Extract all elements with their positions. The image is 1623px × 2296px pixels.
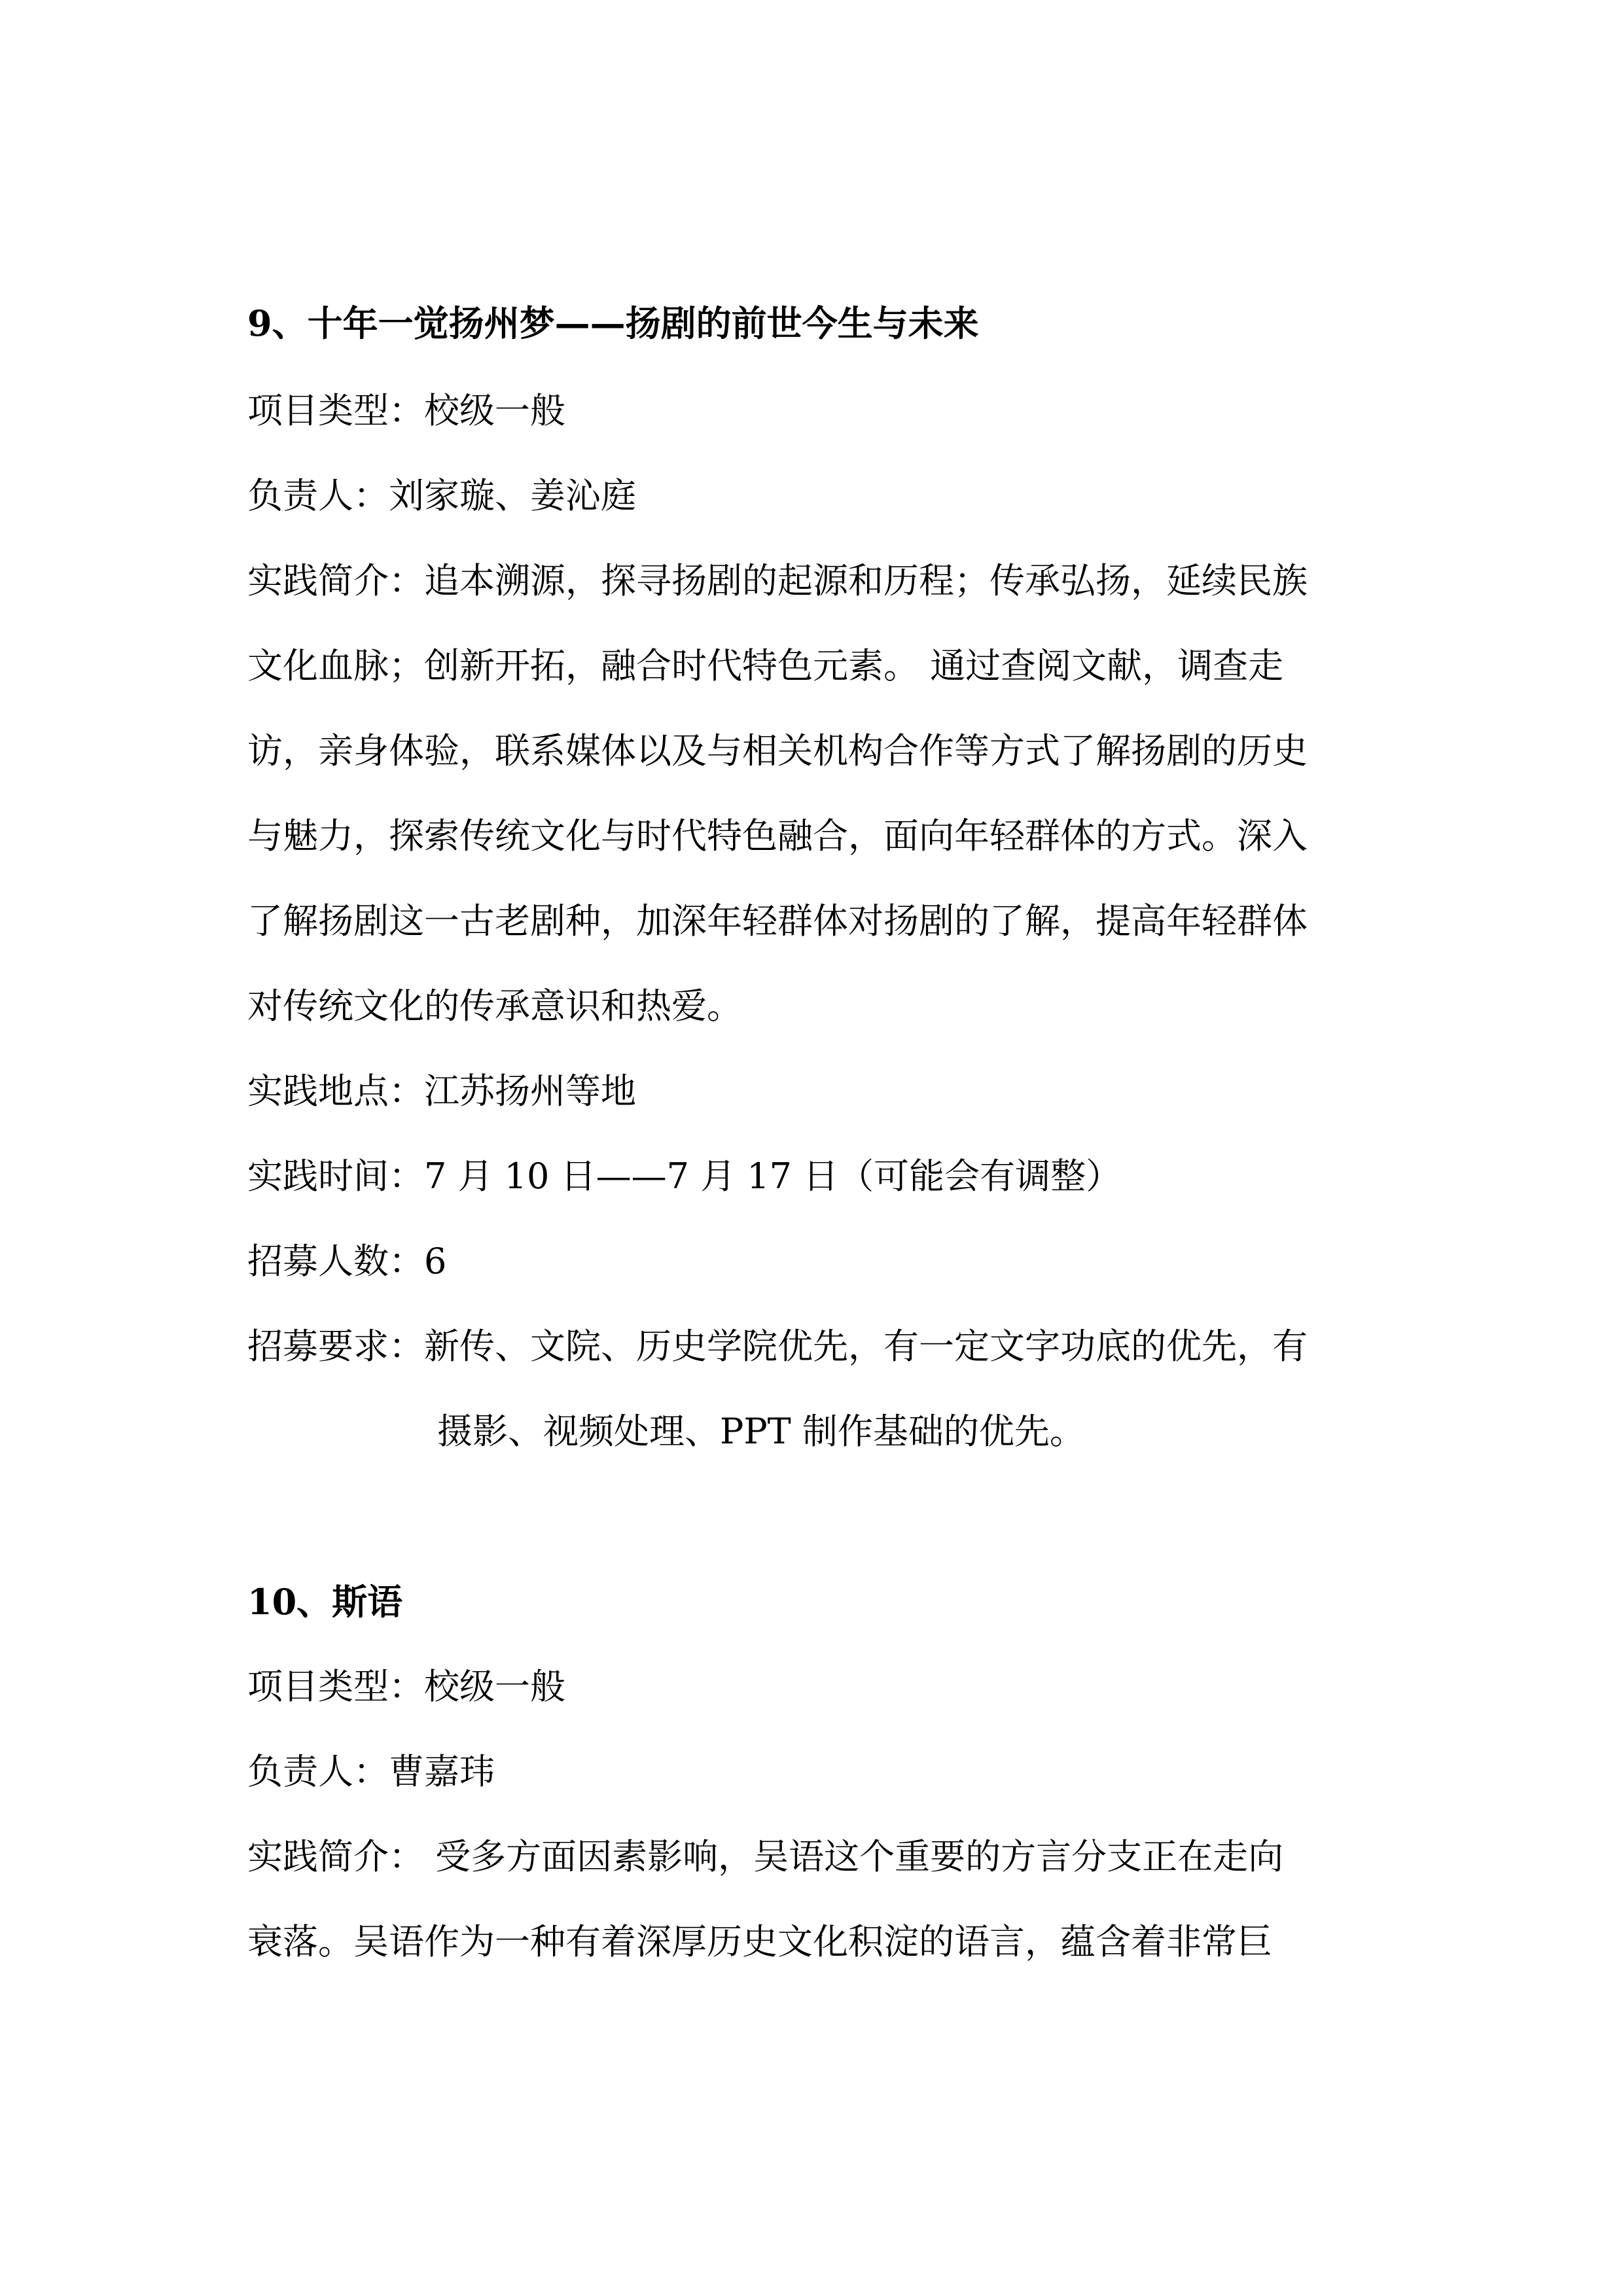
section-9-time: 实践时间：7 月 10 日——7 月 17 日（可能会有调整） — [247, 1156, 1122, 1197]
section-9-intro-line: 实践简介：追本溯源，探寻扬剧的起源和历程；传承弘扬，延续民族 — [247, 560, 1308, 601]
section-10-leader: 负责人：曹嘉玮 — [247, 1751, 495, 1792]
section-9-intro-line: 对传统文化的传承意识和热爱。 — [247, 985, 742, 1027]
section-10-title: 10、斯语 — [247, 1581, 403, 1623]
section-9-title: 9、十年一觉扬州梦——扬剧的前世今生与未来 — [247, 302, 979, 344]
section-9-recruit-count: 招募人数：6 — [247, 1241, 447, 1282]
section-10-intro-line: 衰落。吴语作为一种有着深厚历史文化积淀的语言，蕴含着非常巨 — [247, 1921, 1272, 1962]
section-10-type: 项目类型：校级一般 — [247, 1666, 565, 1707]
section-9-requirements-line: 招募要求：新传、文院、历史学院优先，有一定文字功底的优先，有 — [247, 1326, 1308, 1367]
section-9-type: 项目类型：校级一般 — [247, 390, 565, 431]
section-9-requirements-line: 摄影、视频处理、PPT 制作基础的优先。 — [437, 1411, 1085, 1452]
section-9-intro-line: 与魅力，探索传统文化与时代特色融合，面向年轻群体的方式。深入 — [247, 815, 1308, 857]
section-9-leader: 负责人：刘家璇、姜沁庭 — [247, 475, 636, 516]
section-9-intro-line: 文化血脉；创新开拓，融合时代特色元素。 通过查阅文献，调查走 — [247, 645, 1284, 686]
section-9-intro-line: 访，亲身体验，联系媒体以及与相关机构合作等方式了解扬剧的历史 — [247, 730, 1308, 771]
section-9-intro-line: 了解扬剧这一古老剧种，加深年轻群体对扬剧的了解，提高年轻群体 — [247, 900, 1308, 942]
section-9-location: 实践地点：江苏扬州等地 — [247, 1070, 636, 1112]
section-10-intro-line: 实践简介： 受多方面因素影响，吴语这个重要的方言分支正在走向 — [247, 1836, 1284, 1877]
